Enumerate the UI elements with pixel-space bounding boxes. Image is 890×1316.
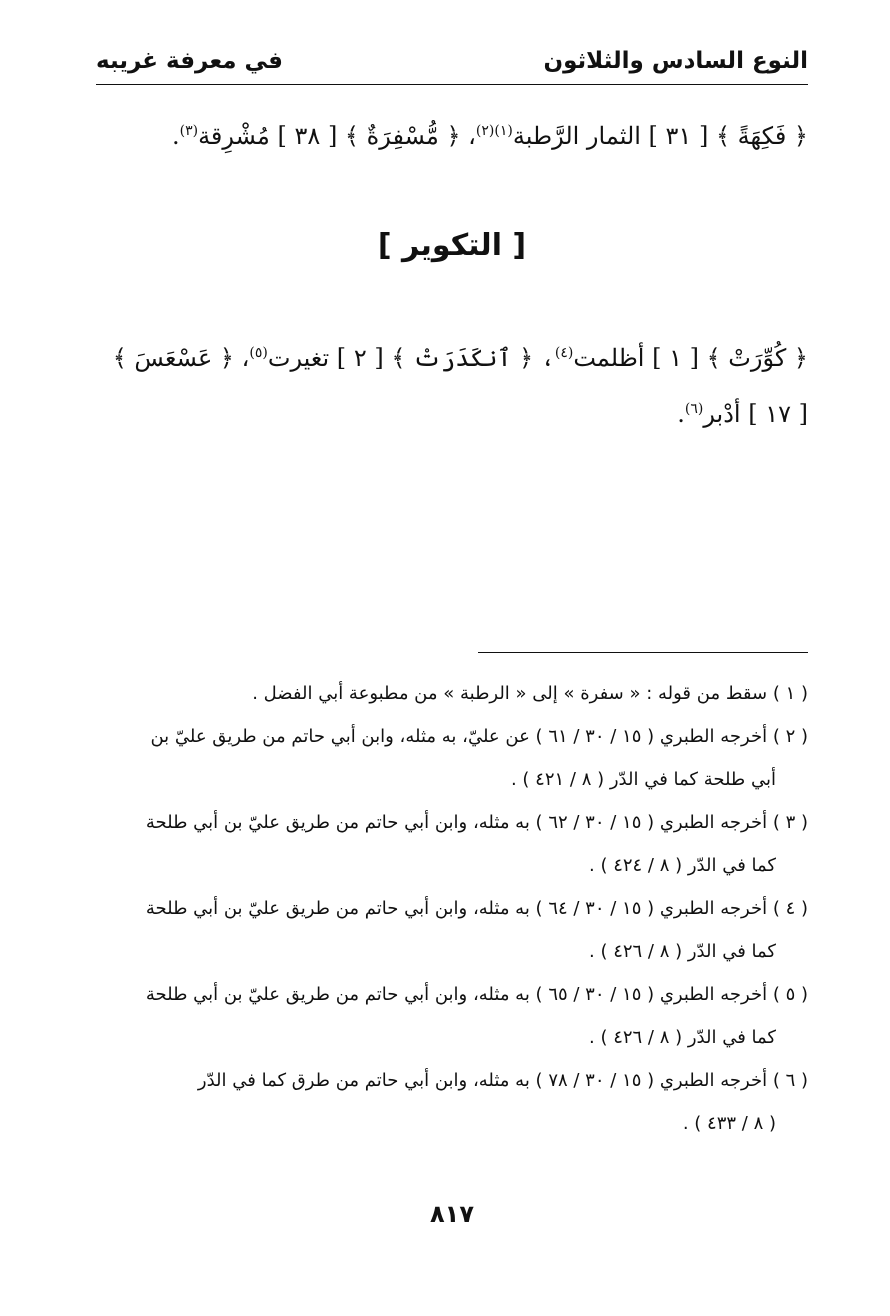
line-end-period: . [171, 122, 180, 150]
takwir-line-1 [96, 346, 808, 370]
footnote-line-continued: كما في الدّر ( ٨ / ٤٢٤ ) . [589, 855, 776, 876]
footnote-4 [96, 887, 808, 973]
gloss-adbar: [ ١٧ ] أدْبر [703, 400, 808, 428]
footnote-line: ( ٥ ) أخرجه الطبري ( ١٥ / ٣٠ / ٦٥ ) به مثله، وابن أبي حاتم من طريق عليّ بن أبي طلحة [145, 984, 808, 1005]
footnote-line: ( ١ ) سقط من قوله : « سفرة » إلى « الرطبة » من مطبوعة أبي الفضل . [252, 683, 808, 704]
footnote-separator [478, 652, 808, 653]
line-end-period: . [677, 400, 685, 428]
footnote-line-continued: كما في الدّر ( ٨ / ٤٢٦ ) . [589, 941, 776, 962]
footnote-line: ( ٣ ) أخرجه الطبري ( ١٥ / ٣٠ / ٦٢ ) به مثله، وابن أبي حاتم من طريق عليّ بن أبي طلحة [145, 812, 808, 833]
takwir-line-2 [96, 402, 808, 426]
footnote-ref-6: (٦) [684, 401, 704, 417]
page-number: ٨١٧ [430, 1200, 474, 1228]
gloss-asas: ، ﴿ عَسْعَسَ ﴾ [112, 344, 250, 372]
footnote-ref-5: (٥) [249, 345, 268, 361]
gloss-musfira: ، ﴿ مُّسْفِرَةٌ ﴾ [ ٣٨ ] مُشْرِقة [198, 122, 476, 150]
footnote-line-continued: أبي طلحة كما في الدّر ( ٨ / ٤٢١ ) . [510, 769, 776, 790]
footnote-ref-1-2: (١)(٢) [475, 123, 513, 139]
footnote-line-continued: كما في الدّر ( ٨ / ٤٢٦ ) . [589, 1027, 776, 1048]
footnote-line: ( ٤ ) أخرجه الطبري ( ١٥ / ٣٠ / ٦٤ ) به مثله، وابن أبي حاتم من طريق عليّ بن أبي طلحة [145, 898, 808, 919]
footnote-6 [96, 1059, 808, 1145]
gloss-inkadarat: ، ﴿ ٱنكَدَرَتْ ﴾ [ ٢ ] تغيرت [267, 344, 555, 372]
header-chapter-title: النوع السادس والثلاثون [543, 48, 808, 74]
footnote-1 [96, 672, 808, 715]
footnote-ref-3: (٣) [179, 123, 199, 139]
footnote-line-continued: ( ٨ / ٤٣٣ ) . [682, 1113, 776, 1134]
gloss-kuwwirat: ﴿ كُوِّرَتْ ﴾ [ ١ ] أظلمت [573, 344, 808, 372]
footnote-ref-4: (٤) [554, 345, 574, 361]
surah-abasa-last-line [96, 124, 808, 148]
footnotes [96, 672, 808, 1145]
header-section-title: في معرفة غريبه [96, 48, 283, 74]
footnote-line: ( ٢ ) أخرجه الطبري ( ١٥ / ٣٠ / ٦١ ) عن عليّ، به مثله، وابن أبي حاتم من طريق عليّ بن [150, 726, 808, 747]
section-title-takwir: [ التكوير ] [377, 228, 527, 263]
footnote-2 [96, 715, 808, 801]
running-header [96, 38, 808, 85]
gloss-fakiha: ﴿ فَكِهَةً ﴾ [ ٣١ ] الثمار الرَّطبة [512, 122, 808, 150]
footnote-line: ( ٦ ) أخرجه الطبري ( ١٥ / ٣٠ / ٧٨ ) به مثله، وابن أبي حاتم من طرق كما في الدّر [197, 1070, 808, 1091]
footnote-5 [96, 973, 808, 1059]
footnote-3 [96, 801, 808, 887]
